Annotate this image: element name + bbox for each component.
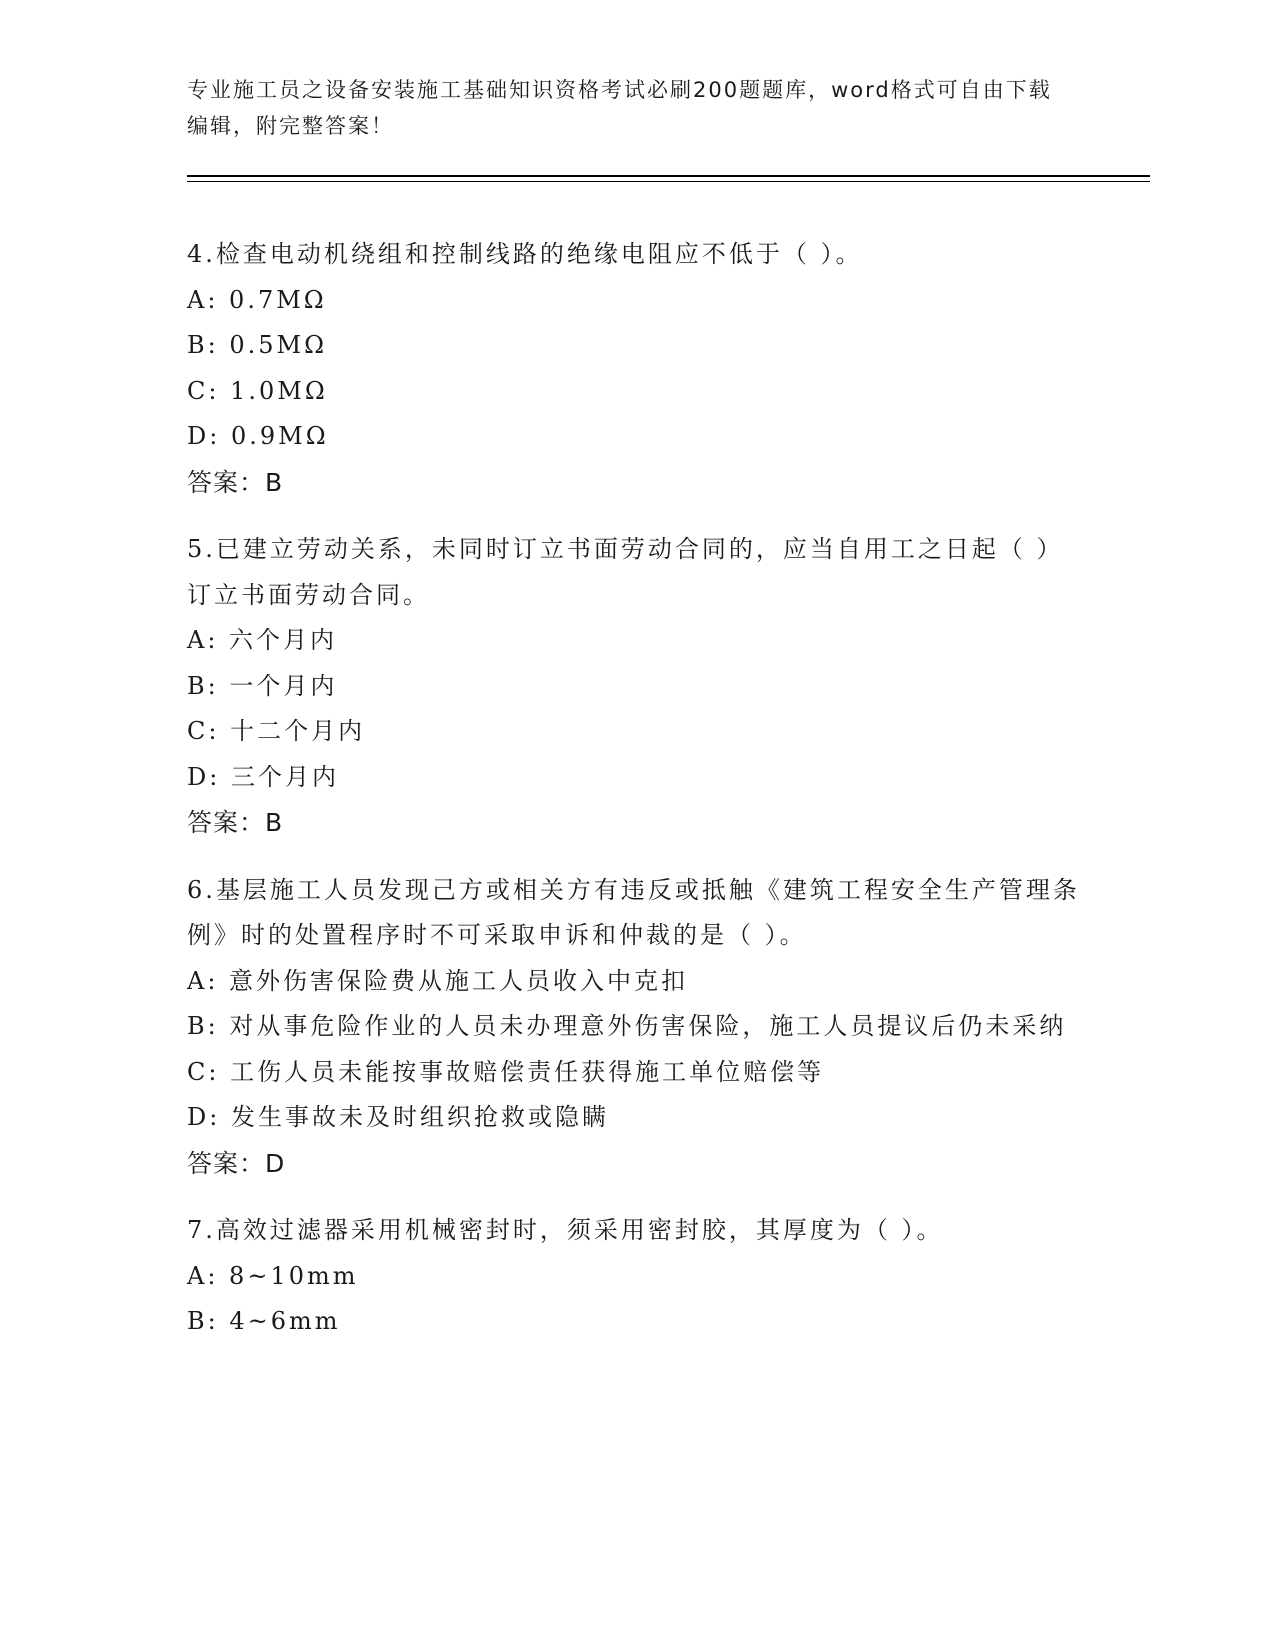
- option-c: C: 1.0MΩ: [187, 376, 328, 405]
- question-stem: 6.基层施工人员发现己方或相关方有违反或抵触《建筑工程安全生产管理条例》时的处置程序时不可采取申诉和仲裁的是（ ）。: [187, 875, 1080, 949]
- option-c: C: 工伤人员未能按事故赔偿责任获得施工单位赔偿等: [187, 1057, 825, 1086]
- option-a: A: 0.7MΩ: [187, 285, 327, 314]
- option-a: A: 意外伤害保险费从施工人员收入中克扣: [187, 966, 689, 995]
- option-d: D: 0.9MΩ: [187, 422, 329, 450]
- option-b: B: 0.5MΩ: [187, 331, 327, 359]
- question-stem: 7.高效过滤器采用机械密封时，须采用密封胶，其厚度为（ ）。: [187, 1216, 944, 1244]
- header-rule-thick: [187, 175, 1150, 177]
- option-b: B: 对从事危险作业的人员未办理意外伤害保险，施工人员提议后仍未采纳: [187, 1012, 1067, 1040]
- question-5: [187, 527, 1087, 846]
- answer: 答案：D: [187, 1148, 286, 1178]
- question-7: [187, 1208, 1087, 1345]
- question-list: [187, 232, 1087, 1367]
- option-a: A: 六个月内: [187, 626, 338, 654]
- option-b: B: 一个月内: [187, 671, 338, 700]
- option-a: A: 8~10mm: [187, 1261, 359, 1290]
- question-stem: 5.已建立劳动关系，未同时订立书面劳动合同的，应当自用工之日起（ ）订立书面劳动合同。: [187, 535, 1064, 609]
- question-4: [187, 232, 1087, 505]
- option-b: B: 4~6mm: [187, 1307, 341, 1335]
- question-stem: 4.检查电动机绕组和控制线路的绝缘电阻应不低于（ ）。: [187, 240, 863, 268]
- document-header: 专业施工员之设备安装施工基础知识资格考试必刷200题题库，word格式可自由下载编辑，附完整答案！: [187, 78, 1052, 138]
- answer: 答案：B: [187, 808, 284, 837]
- header-rule-thin: [187, 181, 1150, 182]
- question-6: [187, 868, 1087, 1187]
- answer: 答案：B: [187, 467, 284, 497]
- option-d: D: 发生事故未及时组织抢救或隐瞒: [187, 1103, 609, 1131]
- option-d: D: 三个月内: [187, 762, 339, 791]
- option-c: C: 十二个月内: [187, 717, 366, 745]
